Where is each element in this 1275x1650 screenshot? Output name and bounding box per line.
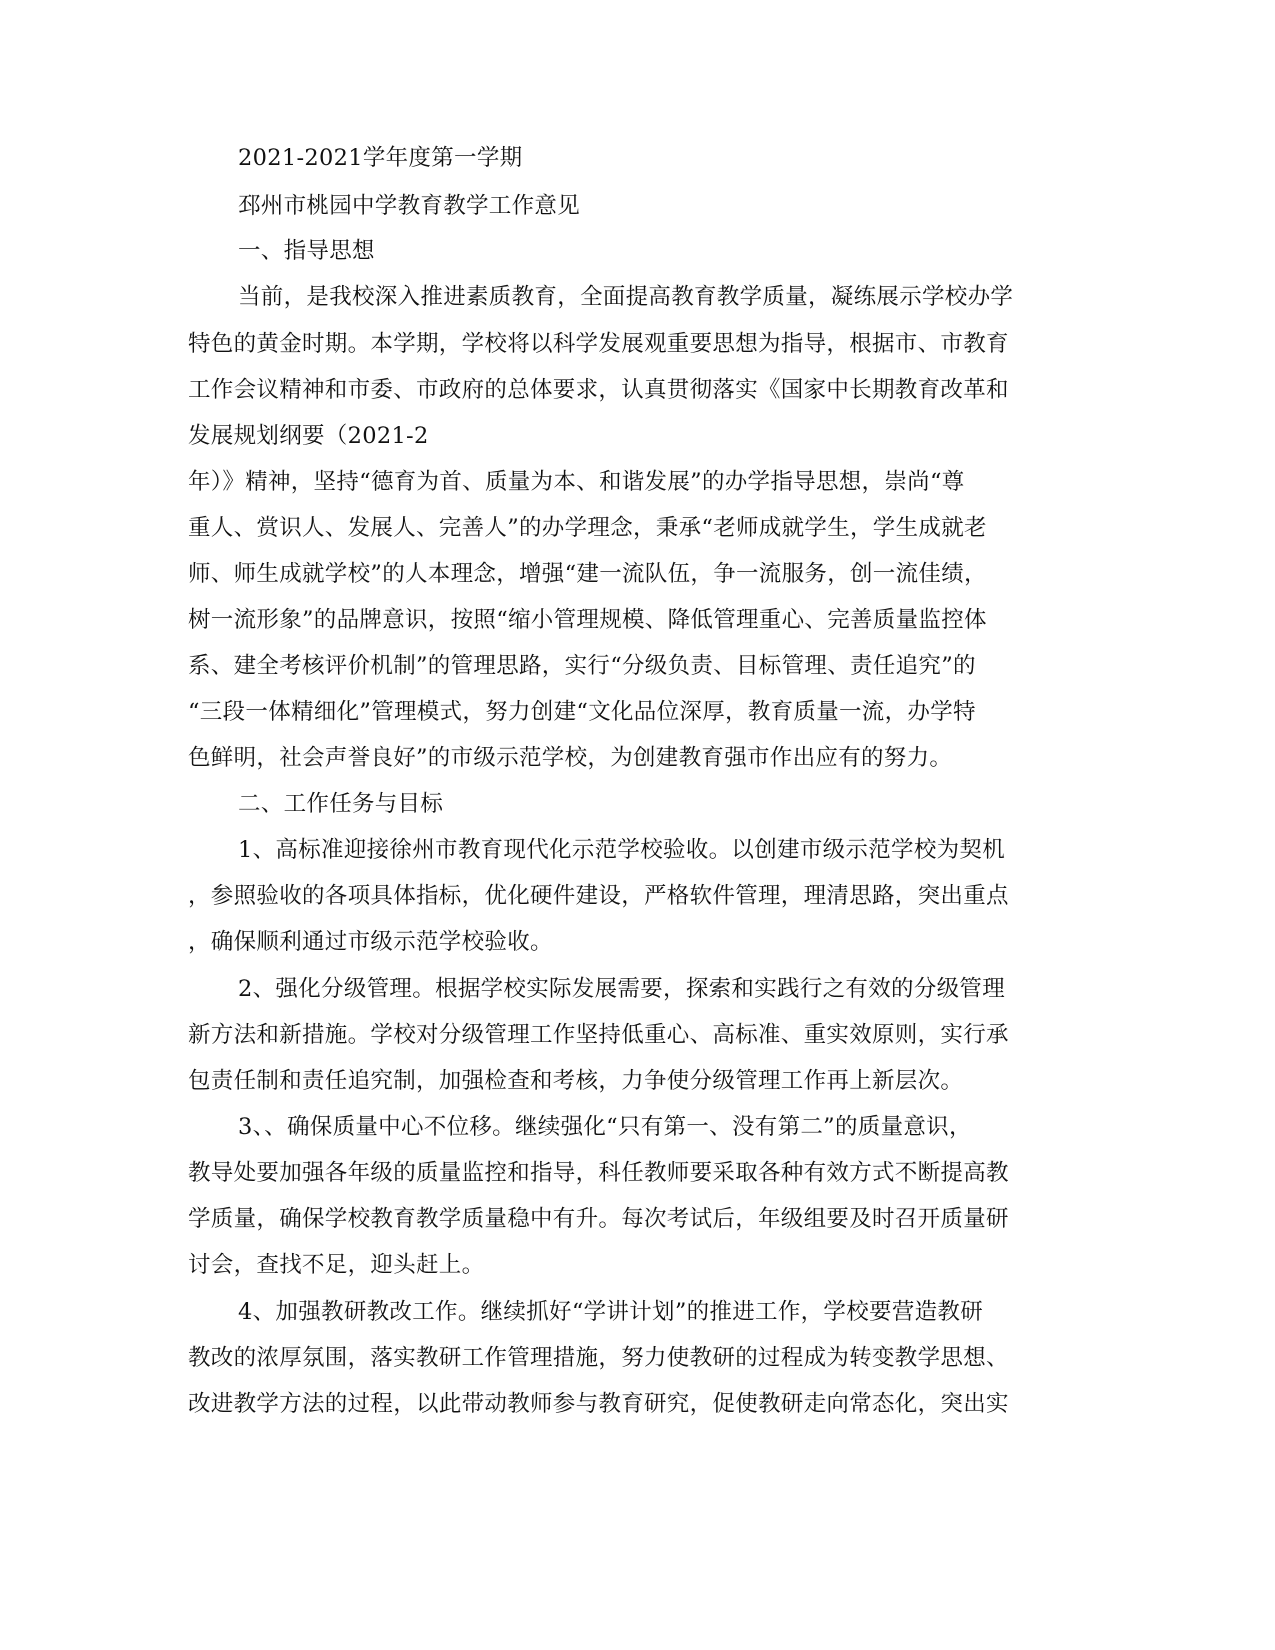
- paragraph-line: 发展规划纲要（2021-2: [188, 423, 429, 449]
- paragraph-line: 教改的浓厚氛围，落实教研工作管理措施，努力使教研的过程成为转变教学思想、: [188, 1345, 1009, 1371]
- paragraph-line: ，确保顺利通过市级示范学校验收。: [188, 929, 553, 955]
- paragraph-line: 重人、赏识人、发展人、完善人”的办学理念，秉承“老师成就学生，学生成就老: [188, 515, 987, 541]
- paragraph-line: 色鲜明，社会声誉良好”的市级示范学校，为创建教育强市作出应有的努力。: [188, 745, 953, 771]
- paragraph-line: 改进教学方法的过程，以此带动教师参与教育研究，促使教研走向常态化，突出实: [188, 1391, 1009, 1417]
- paragraph-line: 工作会议精神和市委、市政府的总体要求，认真贯彻落实《国家中长期教育改革和: [188, 377, 1009, 403]
- paragraph-line: 师、师生成就学校”的人本理念，增强“建一流队伍，争一流服务，创一流佳绩，: [188, 561, 987, 587]
- paragraph-line: 年）》精神，坚持“德育为首、质量为本、和谐发展”的办学指导思想，崇尚“尊: [188, 469, 965, 495]
- paragraph-line: 系、建全考核评价机制”的管理思路，实行“分级负责、目标管理、责任追究”的: [188, 653, 976, 679]
- paragraph-line: ，参照验收的各项具体指标，优化硬件建设，严格软件管理，理清思路，突出重点: [188, 883, 1009, 909]
- paragraph-line: 当前，是我校深入推进素质教育，全面提高教育教学质量，凝练展示学校办学: [238, 284, 1014, 310]
- paragraph-line: 新方法和新措施。学校对分级管理工作坚持低重心、高标准、重实效原则，实行承: [188, 1022, 1009, 1048]
- document-term: 2021-2021学年度第一学期: [238, 145, 523, 171]
- paragraph-line: 1、高标准迎接徐州市教育现代化示范学校验收。以创建市级示范学校为契机: [238, 837, 1006, 863]
- paragraph-line: 树一流形象”的品牌意识，按照“缩小管理规模、降低管理重心、完善质量监控体: [188, 607, 987, 633]
- paragraph-line: 学质量，确保学校教育教学质量稳中有升。每次考试后，年级组要及时召开质量研: [188, 1206, 1009, 1232]
- section-heading: 一、指导思想: [238, 238, 375, 264]
- paragraph-line: 3、、确保质量中心不位移。继续强化“只有第一、没有第二”的质量意识，: [238, 1114, 972, 1140]
- paragraph-line: 4、加强教研教改工作。继续抓好“学讲计划”的推进工作，学校要营造教研: [238, 1299, 984, 1325]
- paragraph-line: 特色的黄金时期。本学期，学校将以科学发展观重要思想为指导，根据市、市教育: [188, 331, 1009, 357]
- section-heading: 二、工作任务与目标: [238, 791, 444, 817]
- paragraph-line: “三段一体精细化”管理模式，努力创建“文化品位深厚，教育质量一流，办学特: [188, 699, 976, 725]
- paragraph-line: 讨会，查找不足，迎头赶上。: [188, 1252, 485, 1278]
- paragraph-line: 包责任制和责任追究制，加强检查和考核，力争使分级管理工作再上新层次。: [188, 1068, 964, 1094]
- paragraph-line: 教导处要加强各年级的质量监控和指导，科任教师要采取各种有效方式不断提高教: [188, 1160, 1009, 1186]
- document-title: 邳州市桃园中学教育教学工作意见: [238, 193, 581, 219]
- paragraph-line: 2、强化分级管理。根据学校实际发展需要，探索和实践行之有效的分级管理: [238, 976, 1006, 1002]
